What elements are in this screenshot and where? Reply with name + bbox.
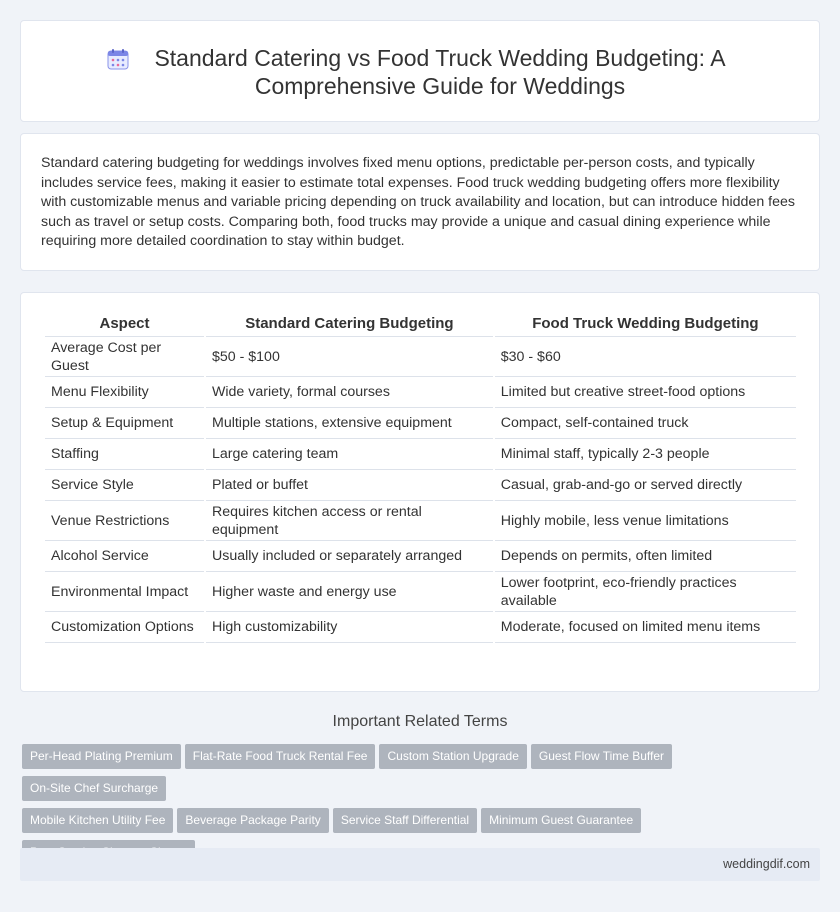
comparison-table-card <box>20 292 820 692</box>
table-row <box>45 501 796 541</box>
table-cell: Venue Restrictions <box>45 501 204 541</box>
table-cell: Alcohol Service <box>45 541 204 572</box>
table-cell: Moderate, focused on limited menu items <box>495 612 796 643</box>
term-tag[interactable]: Minimum Guest Guarantee <box>481 808 641 833</box>
table-cell: Higher waste and energy use <box>206 572 493 612</box>
table-cell: Lower footprint, eco-friendly practices available <box>495 572 796 612</box>
table-cell: Compact, self-contained truck <box>495 408 796 439</box>
term-tag[interactable]: Flat-Rate Food Truck Rental Fee <box>185 744 376 769</box>
column-header: Standard Catering Budgeting <box>206 315 493 337</box>
term-tag[interactable]: Custom Station Upgrade <box>379 744 526 769</box>
page-title: Standard Catering vs Food Truck Wedding Budgeting: A Comprehensive Guide for Weddings <box>154 45 726 99</box>
table-row <box>45 612 796 643</box>
table-cell: Environmental Impact <box>45 572 204 612</box>
table-row <box>45 408 796 439</box>
table-cell: Usually included or separately arranged <box>206 541 493 572</box>
related-terms-heading: Important Related Terms <box>332 713 508 730</box>
term-tag[interactable]: Service Staff Differential <box>333 808 477 833</box>
column-header: Food Truck Wedding Budgeting <box>495 315 796 337</box>
table-cell: Menu Flexibility <box>45 377 204 408</box>
table-cell: High customizability <box>206 612 493 643</box>
header-card <box>20 20 820 122</box>
table-header-row <box>45 315 796 337</box>
intro-card <box>20 133 820 271</box>
term-tag[interactable]: Guest Flow Time Buffer <box>531 744 672 769</box>
table-cell: Minimal staff, typically 2-3 people <box>495 439 796 470</box>
table-cell: $50 - $100 <box>206 337 493 377</box>
table-row <box>45 541 796 572</box>
table-cell: Average Cost per Guest <box>45 337 204 377</box>
table-cell: Large catering team <box>206 439 493 470</box>
term-tag[interactable]: Per-Head Plating Premium <box>22 744 181 769</box>
table-row <box>45 337 796 377</box>
table-cell: Depends on permits, often limited <box>495 541 796 572</box>
table-row <box>45 377 796 408</box>
table-cell: Customization Options <box>45 612 204 643</box>
table-cell: Requires kitchen access or rental equipment <box>206 501 493 541</box>
footer-site-link[interactable]: weddingdif.com <box>723 857 810 871</box>
table-cell: Setup & Equipment <box>45 408 204 439</box>
table-cell: Plated or buffet <box>206 470 493 501</box>
intro-paragraph: Standard catering budgeting for weddings involves fixed menu options, predictable per-person costs, and typically includes service fees, making it easier to estimate total expenses. Food truck wedding budgeting offers more flexibility with customizable menus and variable pricing depending on truck availability and location, but can introduce hidden fees such as travel or setup costs. Comparing both, food trucks may provide a unique and casual dining experience while requiring more detailed coordination to stay within budget. <box>41 155 795 250</box>
term-tag[interactable]: Mobile Kitchen Utility Fee <box>22 808 173 833</box>
comparison-table <box>43 315 798 643</box>
table-cell: Wide variety, formal courses <box>206 377 493 408</box>
term-tag[interactable]: On-Site Chef Surcharge <box>22 776 166 801</box>
table-cell: Casual, grab-and-go or served directly <box>495 470 796 501</box>
table-cell: $30 - $60 <box>495 337 796 377</box>
table-cell: Limited but creative street-food options <box>495 377 796 408</box>
table-row <box>45 439 796 470</box>
table-cell: Highly mobile, less venue limitations <box>495 501 796 541</box>
table-cell: Multiple stations, extensive equipment <box>206 408 493 439</box>
term-tag[interactable]: Beverage Package Parity <box>177 808 328 833</box>
table-row <box>45 470 796 501</box>
table-cell: Service Style <box>45 470 204 501</box>
footer <box>20 848 820 881</box>
column-header: Aspect <box>45 315 204 337</box>
table-row <box>45 572 796 612</box>
table-cell: Staffing <box>45 439 204 470</box>
